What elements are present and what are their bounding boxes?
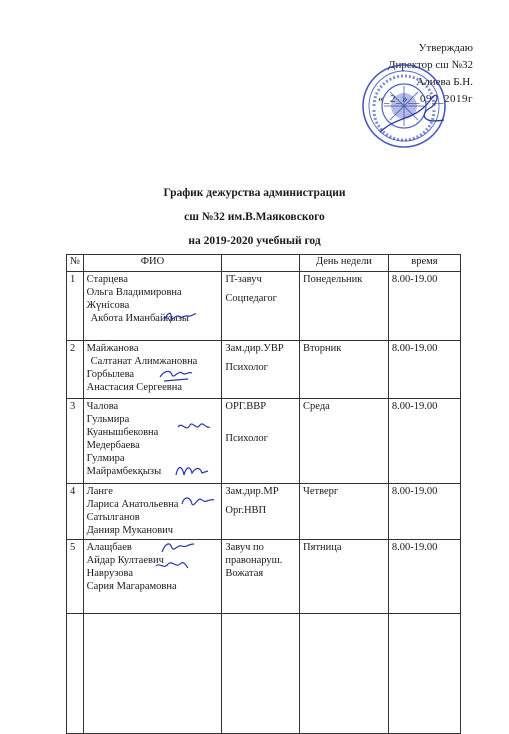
person-surname: Сатылганов (86, 512, 140, 523)
header-number: № (67, 255, 84, 272)
row-time: 8.00-19.00 (388, 272, 460, 341)
role-line: Вожатая (225, 568, 264, 579)
person-name: Данияр Муканович (86, 525, 174, 536)
table-row (67, 341, 461, 399)
role-line: ОРГ.ВВР (225, 401, 267, 412)
document-titles (0, 187, 509, 259)
row-time: 8.00-19.00 (388, 540, 460, 614)
signature-icon (160, 540, 196, 556)
role-line: Психолог (225, 433, 268, 444)
row-role (222, 341, 300, 399)
person-name: Айдар Култаевич (86, 555, 164, 566)
person-surname: Старцева (86, 274, 128, 285)
signature-icon (176, 419, 212, 435)
person-name: Сария Магарамовна (86, 581, 177, 592)
signature-icon (174, 463, 210, 479)
person-name: Гульмира (86, 414, 130, 425)
person-surname: Майжанова (86, 343, 139, 354)
row-fio (83, 399, 222, 484)
header-fio: ФИО (83, 255, 222, 272)
table-row (67, 484, 461, 540)
person-name: Салтанат Алимжановна (90, 356, 198, 367)
row-number: 4 (67, 484, 84, 540)
signature-icon (180, 494, 216, 510)
signature-icon (154, 558, 190, 574)
row-fio (83, 484, 222, 540)
approval-name: Алиева Б.Н. (416, 76, 473, 89)
empty-table-row (67, 614, 461, 734)
document-title: График дежурства администрации (163, 187, 346, 199)
row-fio (83, 341, 222, 399)
signature-icon (158, 367, 194, 383)
person-name: Акбота Иманбайқызы (90, 313, 189, 324)
person-surname: Медербаева (86, 440, 140, 451)
academic-year: на 2019-2020 учебный год (188, 235, 321, 247)
row-role (222, 484, 300, 540)
person-name: Гулмира (86, 453, 125, 464)
row-day: Пятница (300, 540, 389, 614)
table-row (67, 540, 461, 614)
row-number: 2 (67, 341, 84, 399)
row-number: 5 (67, 540, 84, 614)
signature-icon (162, 309, 198, 325)
person-surname: Ланге (86, 486, 113, 497)
row-day: Понедельник (300, 272, 389, 341)
duty-schedule-table (66, 254, 461, 734)
school-seal-stamp (360, 62, 448, 150)
row-time: 8.00-19.00 (388, 484, 460, 540)
person-name: Ольга Владимировна (86, 287, 182, 298)
table-row (67, 399, 461, 484)
person-surname: Горбылева (86, 369, 135, 380)
header-time: время (388, 255, 460, 272)
row-role (222, 272, 300, 341)
approval-date: «_2_»__09__2019г (377, 93, 473, 106)
table-row (67, 272, 461, 341)
row-day: Четверг (300, 484, 389, 540)
role-line: правонаруш. (225, 555, 283, 566)
person-patronymic: Майрамбекқызы (86, 466, 162, 477)
row-role (222, 540, 300, 614)
row-time: 8.00-19.00 (388, 341, 460, 399)
approval-heading: Утверждаю (418, 42, 473, 54)
row-number: 1 (67, 272, 84, 341)
person-name: Анастасия Сергеевна (86, 382, 183, 393)
row-day: Среда (300, 399, 389, 484)
row-fio (83, 272, 222, 341)
role-line: Зам.дир.УВР (225, 343, 284, 354)
person-patronymic: Куанышбековна (86, 427, 159, 438)
row-role (222, 399, 300, 484)
role-line: Завуч по (225, 542, 264, 553)
person-surname: Жүнісова (86, 300, 130, 311)
person-surname: Наврузова (86, 568, 134, 579)
person-name: Лариса Анатольевна (86, 499, 179, 510)
row-number: 3 (67, 399, 84, 484)
school-name: сш №32 им.В.Маяковского (184, 211, 325, 223)
row-fio (83, 540, 222, 614)
approval-director: Директор сш №32 (388, 59, 473, 72)
role-line: IT-завуч (225, 274, 262, 285)
row-time: 8.00-19.00 (388, 399, 460, 484)
header-role (222, 255, 300, 272)
person-surname: Алащбаев (86, 542, 132, 553)
role-line: Орг.НВП (225, 505, 267, 516)
role-line: Соцпедагог (225, 293, 277, 304)
role-line: Зам.дир.МР (225, 486, 279, 497)
role-line: Психолог (225, 362, 268, 373)
table-header-row (67, 255, 461, 272)
person-surname: Чалова (86, 401, 119, 412)
header-day: День недели (300, 255, 389, 272)
row-day: Вторник (300, 341, 389, 399)
